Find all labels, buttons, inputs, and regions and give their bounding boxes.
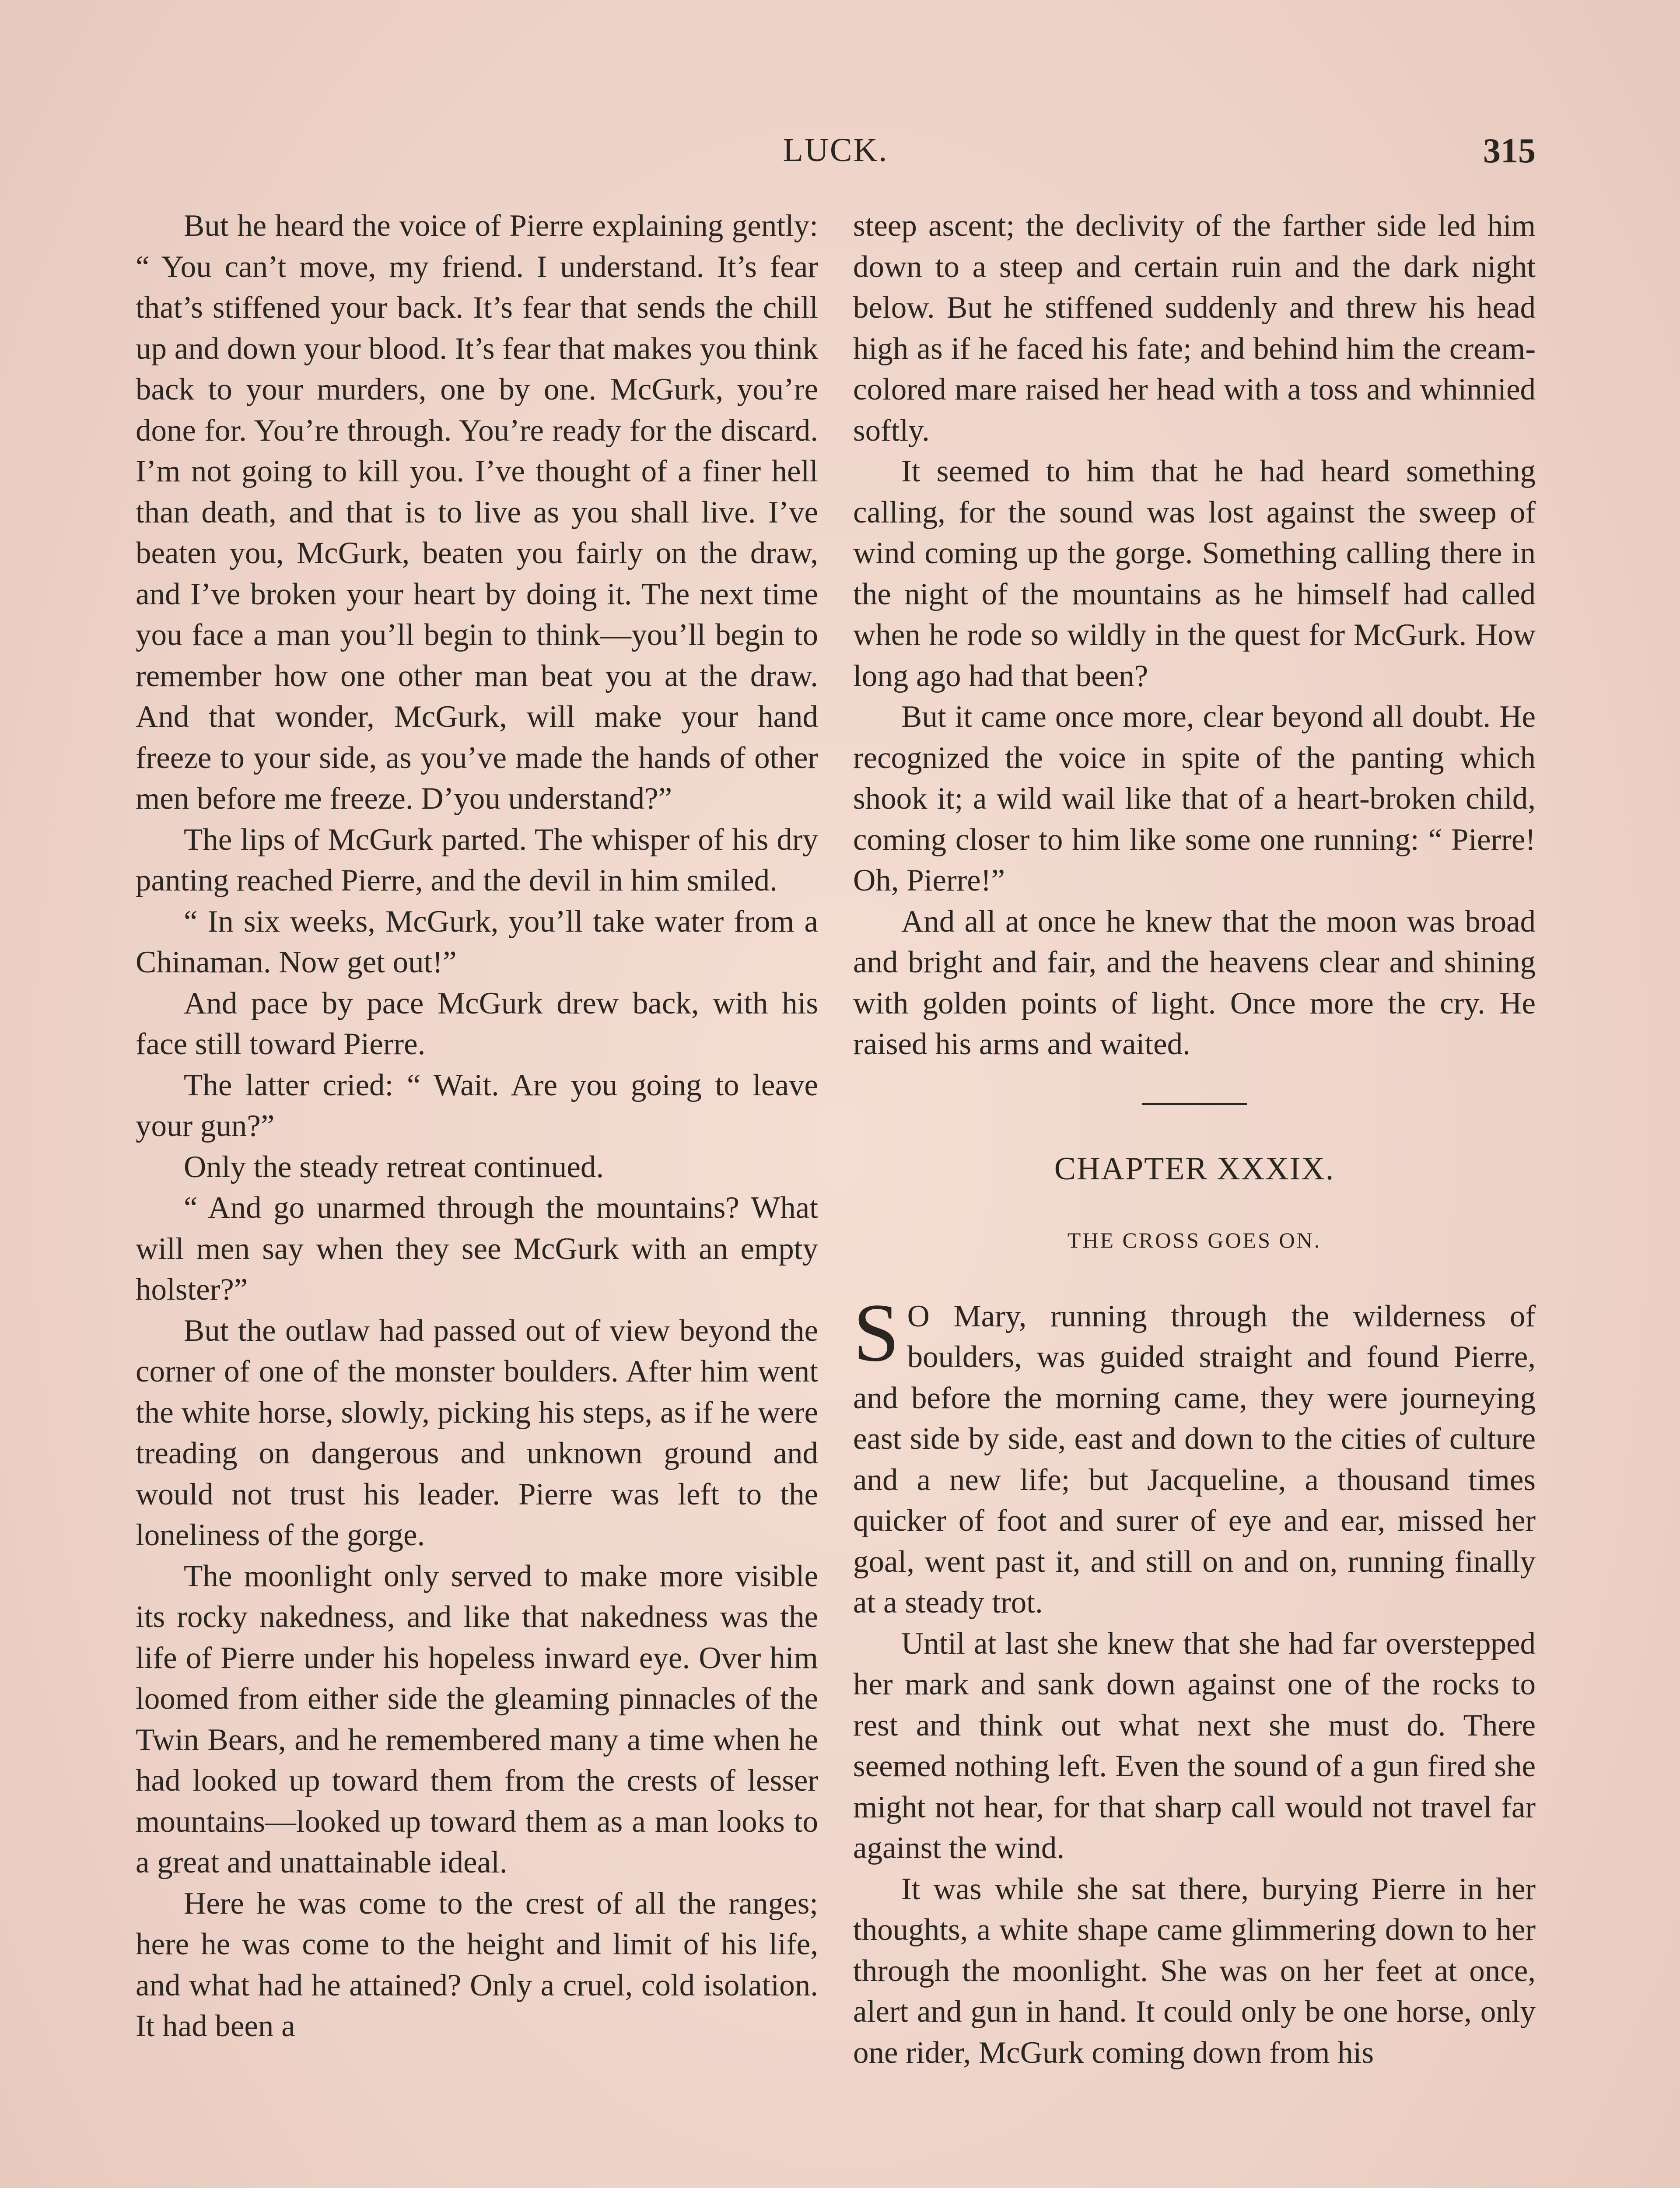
paragraph: “ In six weeks, McGurk, you’ll take water from a Chinaman. Now get out!” (136, 904, 818, 979)
page-number: 315 (1483, 132, 1536, 170)
drop-cap: S (853, 1287, 900, 1379)
paragraph: But it came once more, clear beyond all doubt. He recognized the voice in spite of the panting which shook it; a wild wail like that of a heart-broken child, coming closer to him like some one running: “ Pierre! Oh, Pierre!” (853, 700, 1536, 898)
paragraph: The lips of McGurk parted. The whisper of his dry panting reached Pierre, and the devil in him smiled. (136, 822, 818, 898)
paragraph: The latter cried: “ Wait. Are you going to leave your gun?” (136, 1068, 818, 1143)
paragraph: Until at last she knew that she had far overstepped her mark and sank down against one of the rocks to rest and think out what next she must do. There seemed nothing left. Even the sound of a gun fired she might not hear, for that sharp call would not travel far against the wind. (853, 1626, 1536, 1865)
chapter-subtitle: THE CROSS GOES ON. (1067, 1228, 1322, 1252)
paragraph: But the outlaw had passed out of view beyond the corner of one of the monster boulders. After him went the white horse, slowly, picking his steps, as if he were treading on dangerous and unknown ground and would not trust his leader. Pierre was left to the loneliness of the gorge. (136, 1313, 818, 1552)
left-column (136, 206, 818, 2047)
paragraph: It seemed to him that he had heard something calling, for the sound was lost against the sweep of wind coming up the gorge. Something calling there in the night of the mountains as he himself had called when he rode so wildly in the quest for McGurk. How long ago had that been? (853, 454, 1536, 693)
page-header (136, 131, 1536, 179)
section-divider (1142, 1103, 1247, 1105)
right-column (853, 206, 1536, 2073)
paragraph: Here he was come to the crest of all the ranges; here he was come to the height and limit of his life, and what had he attained? Only a cruel, cold isolation. It had been a (136, 1886, 818, 2043)
chapter-opening-paragraph (853, 1287, 1536, 1623)
paragraph: And pace by pace McGurk drew back, with his face still toward Pierre. (136, 986, 818, 1061)
chapter-title: CHAPTER XXXIX. (1054, 1150, 1335, 1187)
paragraph: And all at once he knew that the moon was broad and bright and fair, and the heavens clear and shining with golden points of light. Once more the cry. He raised his arms and waited. (853, 904, 1536, 1061)
paragraph: The moonlight only served to make more visible its rocky nakedness, and like that nakedness was the life of Pierre under his hopeless inward eye. Over him loomed from either side the gleaming pinnacles of the Twin Bears, and he remembered many a time when he had looked up toward them from the crests of lesser mountains—looked up toward them as a man looks to a great and unattainable ideal. (136, 1559, 818, 1879)
paragraph: “ And go unarmed through the mountains? What will men say when they see McGurk with an empty holster?” (136, 1191, 818, 1307)
paragraph: Only the steady retreat continued. (184, 1150, 604, 1184)
running-head: LUCK. (783, 132, 889, 168)
paragraph: But he heard the voice of Pierre explaining gently: “ You can’t move, my friend. I understand. It’s fear that’s stiffened your back. It’s fear that sends the chill up and down your blood. It’s fear that makes you think back to your murders, one by one. McGurk, you’re done for. You’re through. You’re ready for the discard. I’m not going to kill you. I’ve thought of a finer hell than death, and that is to live as you shall live. I’ve beaten you, McGurk, beaten you fairly on the draw, and I’ve broken your heart by doing it. The next time you face a man you’ll begin to think—you’ll begin to remember how one other man beat you at the draw. And that wonder, McGurk, will make your hand freeze to your side, as you’ve made the hands of other men before me freeze. D’you understand?” (136, 209, 818, 816)
opening-text: O Mary, running through the wilderness of boulders, was guided straight and found Pierre, and before the morning came, they were journeying east side by side, east and down to the cities of culture and a new life; but Jacqueline, a thousand times quicker of foot and surer of eye and ear, missed her goal, went past it, and still on and on, running finally at a steady trot. (853, 1299, 1536, 1620)
paragraph: steep ascent; the declivity of the farther side led him down to a steep and certain ruin and the dark night below. But he stiffened suddenly and threw his head high as if he faced his fate; and behind him the cream-colored mare raised her head with a toss and whinnied softly. (853, 209, 1536, 448)
paragraph: It was while she sat there, burying Pierre in her thoughts, a white shape came glimmering down to her through the moonlight. She was on her feet at once, alert and gun in hand. It could only be one horse, only one rider, McGurk coming down from his (853, 1872, 1536, 2070)
